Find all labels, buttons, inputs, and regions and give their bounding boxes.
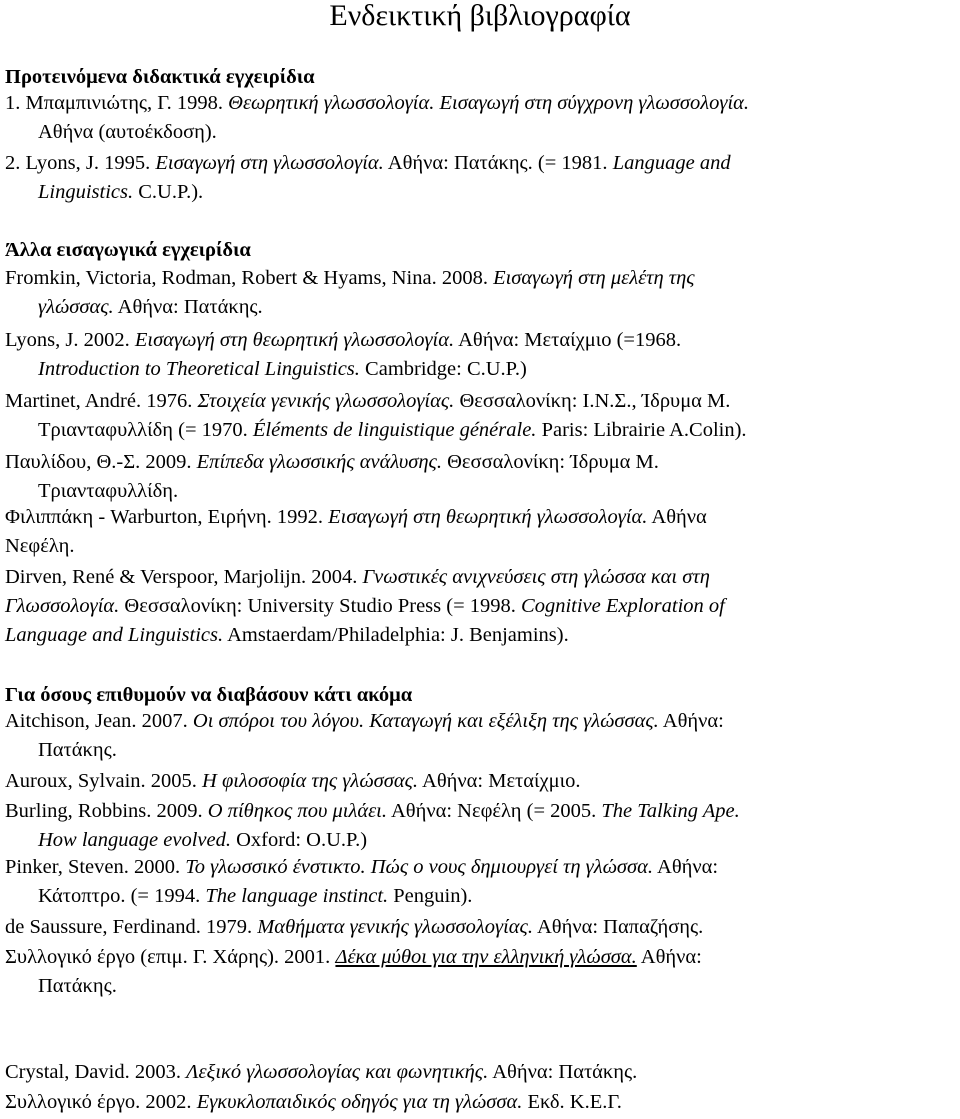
bib-entry: Fromkin, Victoria, Rodman, Robert & Hyams, Nina. 2008. Εισαγωγή στη μελέτη της γλώσσας. Αθήνα: Πατάκης. — [5, 267, 695, 318]
bib-entry: Martinet, André. 1976. Στοιχεία γενικής γλωσσολογίας. Θεσσαλονίκη: Ι.Ν.Σ., Ίδρυμα Μ. Τριανταφυλλίδη (= 1970. Éléments de linguistique générale. Paris: Librairie A.Colin). — [5, 390, 747, 441]
bib-entry: Aitchison, Jean. 2007. Οι σπόροι του λόγου. Καταγωγή και εξέλιξη της γλώσσας. Αθήνα: Πατάκης. — [5, 710, 724, 761]
bib-entry: Burling, Robbins. 2009. Ο πίθηκος που μιλάει. Αθήνα: Νεφέλη (= 2005. The Talking Ape. How language evolved. Oxford: O.U.P.) — [5, 800, 740, 851]
bib-entry: Lyons, J. 2002. Εισαγωγή στη θεωρητική γλωσσολογία. Αθήνα: Μεταίχμιο (=1968. Introduction to Theoretical Linguistics. Cambridge: C.U.P.) — [5, 329, 682, 380]
section-heading-further: Για όσους επιθυμούν να διαβάσουν κάτι ακόμα — [5, 684, 413, 706]
bib-entry: Auroux, Sylvain. 2005. Η φιλοσοφία της γλώσσας. Αθήνα: Μεταίχμιο. — [5, 770, 581, 792]
bib-entry: Pinker, Steven. 2000. Το γλωσσικό ένστικτο. Πώς ο νους δημιουργεί τη γλώσσα. Αθήνα: Κάτοπτρο. (= 1994. The language instinct. Penguin). — [5, 856, 719, 907]
bib-entry: 1. Μπαμπινιώτης, Γ. 1998. Θεωρητική γλωσσολογία. Εισαγωγή στη σύγχρονη γλωσσολογία. Αθήνα (αυτοέκδοση). — [5, 92, 750, 143]
bib-entry: 2. Lyons, J. 1995. Εισαγωγή στη γλωσσολογία. Αθήνα: Πατάκης. (= 1981. Language and Linguistics. C.U.P.). — [5, 152, 731, 203]
bib-entry: Συλλογικό έργο (επιμ. Γ. Χάρης). 2001. Δέκα μύθοι για την ελληνική γλώσσα. Αθήνα: Πατάκης. — [5, 946, 702, 997]
bib-entry: Συλλογικό έργο. 2002. Εγκυκλοπαιδικός οδηγός για τη γλώσσα. Εκδ. Κ.Ε.Γ. — [5, 1091, 622, 1113]
bib-entry: Crystal, David. 2003. Λεξικό γλωσσολογίας και φωνητικής. Αθήνα: Πατάκης. — [5, 1061, 638, 1083]
bib-entry: Παυλίδου, Θ.-Σ. 2009. Επίπεδα γλωσσικής ανάλυσης. Θεσσαλονίκη: Ίδρυμα Μ. Τριανταφυλλίδη. — [5, 451, 659, 502]
page-title: Ενδεικτική βιβλιογραφία — [329, 0, 631, 32]
bib-entry: Dirven, René & Verspoor, Marjolijn. 2004. Γνωστικές ανιχνεύσεις στη γλώσσα και στη Γλωσσολογία. Θεσσαλονίκη: University Studio Press (= 1998. Cognitive Exploration of Language and Linguistics. Amstaerdam/Philadelphia: J. Benjamins). — [5, 566, 725, 646]
section-heading-other-intro: Άλλα εισαγωγικά εγχειρίδια — [5, 239, 251, 261]
section-heading-textbooks: Προτεινόμενα διδακτικά εγχειρίδια — [5, 66, 315, 88]
bib-entry: de Saussure, Ferdinand. 1979. Μαθήματα γενικής γλωσσολογίας. Αθήνα: Παπαζήσης. — [5, 916, 704, 938]
bib-entry: Φιλιππάκη - Warburton, Ειρήνη. 1992. Εισαγωγή στη θεωρητική γλωσσολογία. Αθήνα Νεφέλη. — [5, 506, 707, 557]
